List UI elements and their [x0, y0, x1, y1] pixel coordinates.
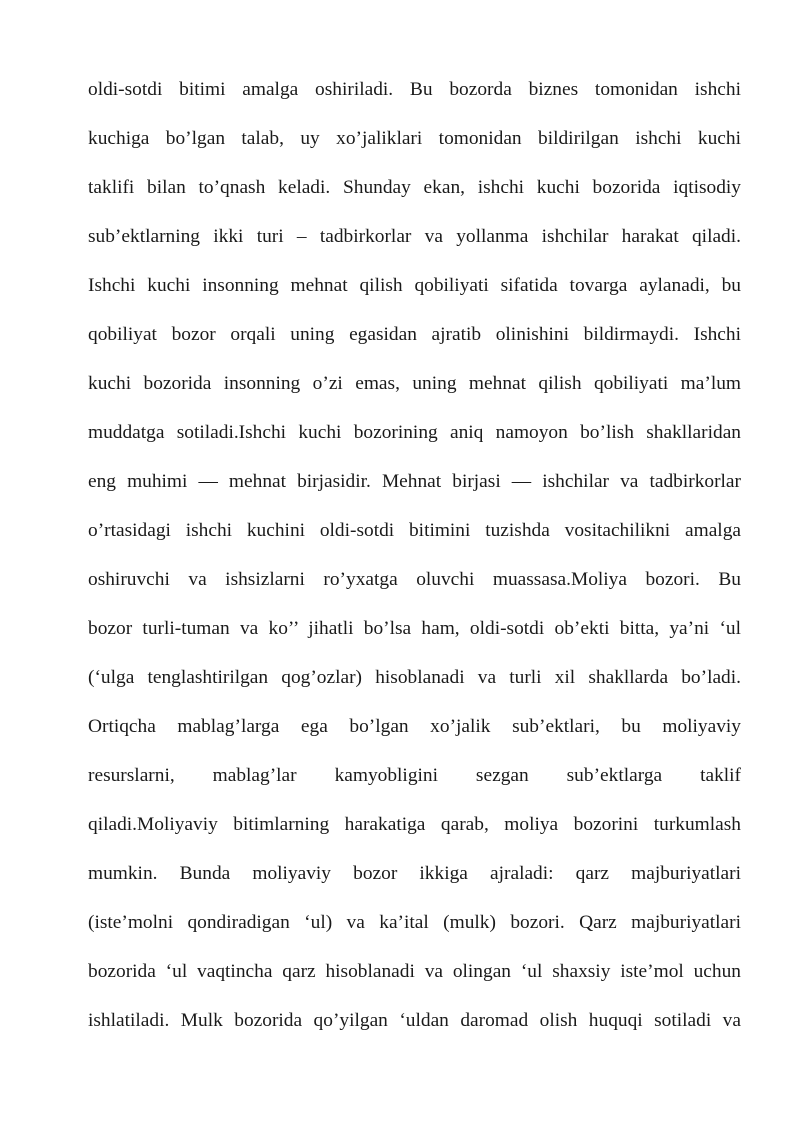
text-line: mumkin. Bunda moliyaviy bozor ikkiga ajraladi: qarz majburiyatlari [88, 863, 741, 884]
text-line: taklifi bilan to’qnash keladi. Shunday ekan, ishchi kuchi bozorida iqtisodiy [88, 177, 741, 198]
text-line: (iste’molni qondiradigan ‘ul) va ka’ital (mulk) bozori. Qarz majburiyatlari [88, 912, 741, 933]
text-line: o’rtasidagi ishchi kuchini oldi-sotdi bitimini tuzishda vositachilikni amalga [88, 520, 741, 541]
body-text [88, 75, 741, 1055]
text-line: muddatga sotiladi.Ishchi kuchi bozorining aniq namoyon bo’lish shakllaridan [88, 422, 741, 443]
text-line: oldi-sotdi bitimi amalga oshiriladi. Bu bozorda biznes tomonidan ishchi [88, 79, 741, 100]
text-line: qobiliyat bozor orqali uning egasidan ajratib olinishini bildirmaydi. Ishchi [88, 324, 741, 345]
text-line: sub’ektlarning ikki turi – tadbirkorlar va yollanma ishchilar harakat qiladi. [88, 226, 741, 247]
text-line: qiladi.Moliyaviy bitimlarning harakatiga qarab, moliya bozorini turkumlash [88, 814, 741, 835]
text-line: kuchiga bo’lgan talab, uy xo’jaliklari tomonidan bildirilgan ishchi kuchi [88, 128, 741, 149]
text-line: resurslarni, mablag’lar kamyobligini sezgan sub’ektlarga taklif [88, 765, 741, 786]
text-line: (‘ulga tenglashtirilgan qog’ozlar) hisoblanadi va turli xil shakllarda bo’ladi. [88, 667, 741, 688]
text-line: ishlatiladi. Mulk bozorida qo’yilgan ‘uldan daromad olish huquqi sotiladi va [88, 1010, 741, 1031]
text-line: oshiruvchi va ishsizlarni ro’yxatga oluvchi muassasa.Moliya bozori. Bu [88, 569, 741, 590]
text-line: bozor turli-tuman va ko’’ jihatli bo’lsa ham, oldi-sotdi ob’ekti bitta, ya’ni ‘ul [88, 618, 741, 639]
text-line: eng muhimi — mehnat birjasidir. Mehnat birjasi — ishchilar va tadbirkorlar [88, 471, 741, 492]
text-line: bozorida ‘ul vaqtincha qarz hisoblanadi va olingan ‘ul shaxsiy iste’mol uchun [88, 961, 741, 982]
text-line: Ishchi kuchi insonning mehnat qilish qobiliyati sifatida tovarga aylanadi, bu [88, 275, 741, 296]
text-line: Ortiqcha mablag’larga ega bo’lgan xo’jalik sub’ektlari, bu moliyaviy [88, 716, 741, 737]
text-line: kuchi bozorida insonning o’zi emas, uning mehnat qilish qobiliyati ma’lum [88, 373, 741, 394]
